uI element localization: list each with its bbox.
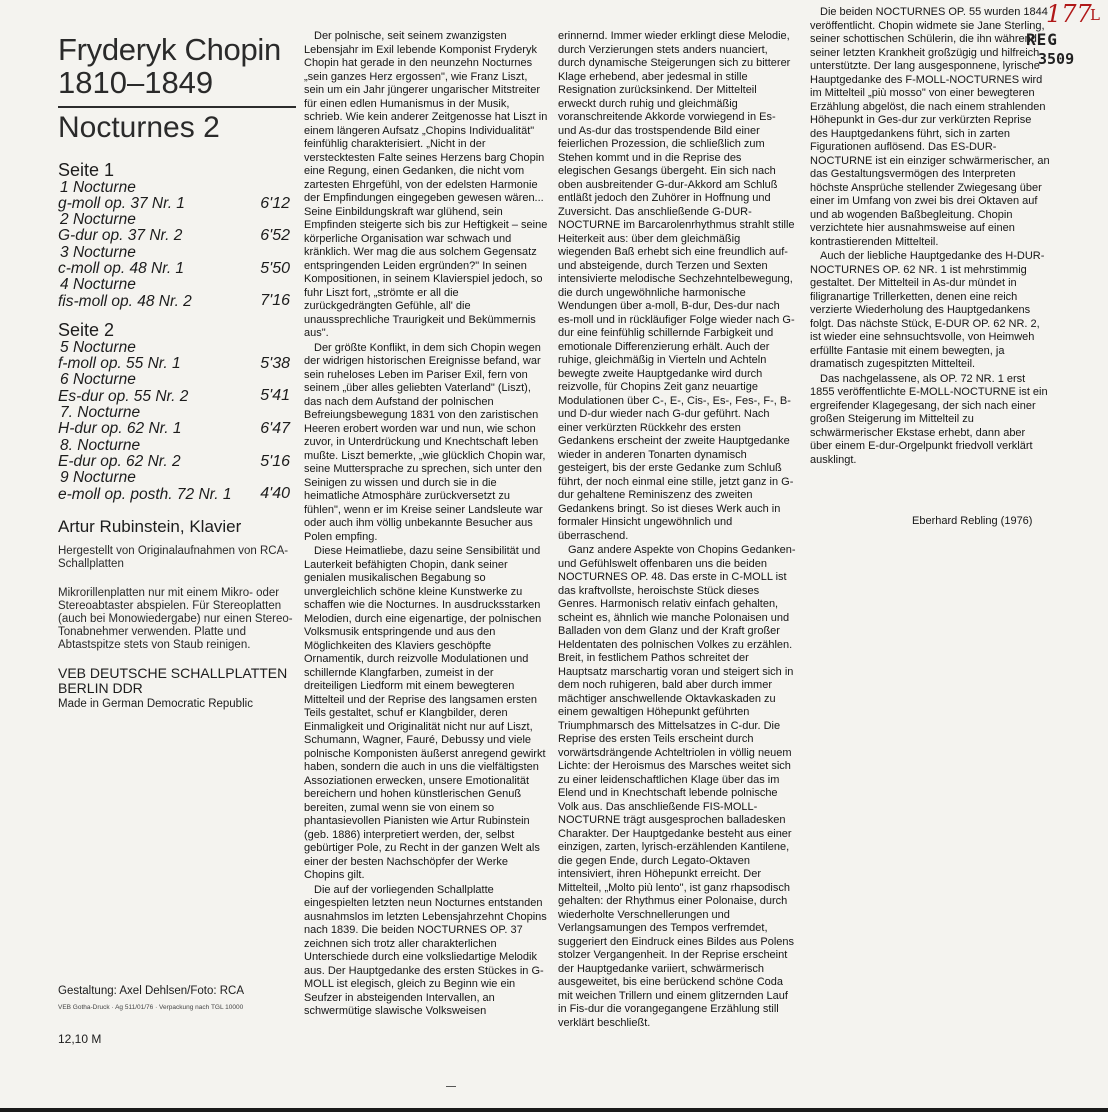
side-2	[58, 320, 298, 503]
paragraph: Die auf der vorliegenden Schallplatte eingespielten letzten neun Nocturnes entstanden ausnahmslos im letzten Lebensjahrzehnt Chopins nach 1839. Die beiden NOCTURNES OP. 37 zeichnen sich trotz aller charakterlichen Unterschiede durch eine volksliedartige Melodik aus. Der Hauptgedanke des ersten Stückes in G-MOLL ist elegisch, gleich zu Beginn wie ein Seufzer in absteigenden Intervallen, an schwermütige slawische Volksweisen	[304, 883, 547, 1017]
track-key: c-moll op. 48 Nr. 1	[58, 259, 185, 277]
track-number: 2	[60, 211, 69, 229]
track-title: Nocturne	[77, 436, 141, 454]
track-item	[58, 340, 298, 373]
track-item	[58, 212, 298, 245]
track-duration: 7'16	[260, 292, 290, 310]
track-duration: 5'38	[260, 354, 290, 372]
price: 12,10 M	[58, 1032, 102, 1046]
track-key: H-dur op. 62 Nr. 1	[58, 420, 182, 438]
track-key: E-dur op. 62 Nr. 2	[58, 452, 181, 470]
paragraph: erinnernd. Immer wieder erklingt diese Melodie, durch Verzierungen stets anders nuanciert, durch dynamische Steigerungen sich zu bitterer Klage erhebend, aber jedesmal in stille Resignation zurücksinkend. Der Mittelteil erweckt durch ruhig und gleichmäßig voranschreitende Akkorde vorwiegend in Es- und As-dur das trostspendende Bild einer feierlichen Prozession, die schließlich zum Stehen kommt und in die Reprise des elegischen Gesangs übergeht. Ein sich nach oben ausbreitender G-dur-Akkord am Schluß entläßt jedoch den Zuhörer in Hoffnung und Zuversicht. Das anschließende G-DUR-NOCTURNE im Barcarolenrhythmus strahlt stille Heiterkeit aus: über dem gleichmäßig wiegenden Baß erhebt sich eine freundlich auf- und absteigende, durch Terzen und Sexten intensivierte melodische Sechzehntelbewegung, die durch ungewöhnliche harmonische Wendungen über a-moll, B-dur, Des-dur nach es-moll und in rückläufiger Folge wieder nach G-dur eine feinfühlig schillernde Farbigkeit und emotionale Differenzierung erhält. Auch der ruhige, gleichmäßig in Vierteln und Achteln bewegte zweite Hauptgedanke wird durch reizvolle, für Chopins Zeit ganz neuartige Modulationen über C-, E-, Cis-, Es-, Fes-, F-, B- und D-dur wieder nach G-dur geführt. Nach einer verkürzten Rückkehr des ersten Gedankens erscheint der zweite Hauptgedanke wieder in anderen Tonarten dynamisch gesteigert, bis der erste Gedanke zum Schluß führt, der noch einmal eine stille, jetzt ganz in G-dur gehaltene Reminiszenz des zweiten Gedankens bringt. So ist dieses Werk auch in formaler Hinsicht ungewöhnlich und überraschend.	[558, 30, 795, 542]
track-key: fis-moll op. 48 Nr. 2	[58, 292, 192, 310]
track-title: Nocturne	[72, 243, 136, 261]
side-title: Seite 1	[58, 159, 115, 180]
paragraph: Auch der liebliche Hauptgedanke des H-DUR-NOCTURNES OP. 62 NR. 1 ist mehrstimmig gestaltet. Der Mittelteil in As-dur mündet in filigranartige Trillerketten, denen eine reich verzierte Wiederholung des Hauptgedankens folgt. Das nächste Stück, E-DUR OP. 62 NR. 2, ist wieder eine sehnsuchtsvolle, von Heimweh erfüllte Fantasie mit einem bewegten, ja dramatisch zugespitzten Mittelteil.	[810, 250, 1045, 370]
track-title: Nocturne	[72, 338, 136, 356]
track-item	[58, 180, 298, 213]
author-credit: Eberhard Rebling (1976)	[912, 515, 1033, 527]
track-title: Nocturne	[72, 178, 136, 196]
album-title: Nocturnes 2	[58, 110, 220, 144]
text-column-2	[558, 30, 796, 1031]
track-number: 9	[60, 469, 69, 487]
registry-stamp: REG	[1026, 30, 1058, 49]
track-key: f-moll op. 55 Nr. 1	[58, 355, 181, 373]
print-info: VEB Gotha-Druck · Ag 511/01/76 · Verpackung nach TGL 10000	[58, 1004, 244, 1011]
handwritten-mark: L	[1090, 6, 1100, 24]
track-item	[58, 470, 298, 503]
paragraph: Der größte Konflikt, in dem sich Chopin wegen der widrigen historischen Ereignisse befand, war sein ruheloses Leben im Pariser Exil, fern von seinem „über alles geliebten Vaterland" (Liszt), das nach dem Aufstand der polnischen Befreiungsbewegung 1831 von den zaristischen Heeren erobert worden war und nun, wie schon zuvor, in Unterdrückung und Knechtschaft leben mußte. Liszt bemerkte, „wie glücklich Chopin war, seine Muttersprache zu sprechen, sich unter den Seinigen zu wissen und durch sie in die heimatliche Atmosphäre zurückversetzt zu fühlen", wenn er im Kreise seiner Landsleute war oder auch ihm völlig unbekannte Besucher aus Polen empfing.	[304, 341, 546, 543]
track-key: G-dur op. 37 Nr. 2	[58, 227, 183, 245]
track-item	[58, 245, 298, 278]
scan-artifact	[446, 1086, 456, 1087]
track-title: Nocturne	[77, 404, 141, 422]
track-title: Nocturne	[72, 371, 136, 389]
paragraph: Diese Heimatliebe, dazu seine Sensibilität und Lauterkeit befähigten Chopin, dank seiner genialen musikalischen Begabung so unvergleichlich schöne kleine Kunstwerke zu schaffen wie die Nocturnes. In ausdrucksstarken Melodien, durch eine eigenartige, der polnischen Volksmusik entspringende und aus den Möglichkeiten des Klaviers geschöpfte Ornamentik, durch reizvolle Modulationen und schillernde Klangfarben, zumeist in der dreiteiligen Liedform mit einem bewegteren Mittelteil und der Reprise des langsamen ersten Teils gestaltet, schuf er Klangbilder, deren Einmaligkeit und Originalität nicht nur auf Liszt, Schumann, Wagner, Fauré, Debussy und viele polnische Komponisten äußerst anregend gewirkt haben, sondern die auch in uns die vielfältigsten Assoziationen erwecken, unsere Emotionalität bereichern und hohen künstlerischen Genuß bereiten, zumal wenn sie von einem so phantasievollen Pianisten wie Artur Rubinstein (geb. 1886) interpretiert werden, der, selbst gebürtiger Pole, zu Recht in der ganzen Welt als einer der besten Nachschöpfer der Werke Chopins gilt.	[304, 545, 546, 881]
track-item	[58, 372, 298, 405]
track-number: 8.	[60, 436, 73, 454]
side-title: Seite 2	[58, 319, 115, 340]
bottom-edge	[0, 1108, 1108, 1112]
track-duration: 6'47	[260, 420, 290, 438]
track-number: 3	[60, 243, 69, 261]
track-item	[58, 405, 298, 438]
composer-name: Fryderyk Chopin	[58, 32, 281, 67]
track-item	[58, 277, 298, 310]
design-credits: Gestaltung: Axel Dehlsen/Foto: RCA	[58, 985, 245, 997]
track-title: Nocturne	[72, 211, 136, 229]
left-column	[58, 34, 298, 710]
track-number: 5	[60, 338, 69, 356]
track-title: Nocturne	[72, 276, 136, 294]
track-number: 7.	[60, 404, 73, 422]
label-city: BERLIN DDR	[58, 679, 143, 696]
paragraph: Das nachgelassene, als OP. 72 NR. 1 erst 1855 veröffentlichte E-MOLL-NOCTURNE ist ein ergreifender Klagegesang, der sich nach einer großen Steigerung im Mittelteil zu schwärmerischer Ekstase erhebt, dann aber über einem E-dur-Orgelpunkt friedvoll verklärt ausklingt.	[810, 372, 1048, 466]
playback-notice: Mikrorillenplatten nur mit einem Mikro- oder Stereoabtaster abspielen. Für Stereoplatten (auch bei Monowiedergabe) nur einen Stereo-Tonabnehmer verwenden. Platte und Abtastspitze stets von Staub reinigen.	[58, 586, 293, 651]
track-duration: 4'40	[260, 485, 290, 503]
track-duration: 6'12	[260, 194, 290, 212]
handwritten-number: 177	[1046, 0, 1092, 28]
producer-note: Hergestellt von Originalaufnahmen von RCA-Schallplatten	[58, 544, 289, 570]
track-number: 1	[60, 178, 69, 196]
track-duration: 6'52	[260, 227, 290, 245]
track-number: 4	[60, 276, 69, 294]
track-title: Nocturne	[72, 469, 136, 487]
paragraph: Der polnische, seit seinem zwanzigsten Lebensjahr im Exil lebende Komponist Fryderyk Chopin hat gerade in den neunzehn Nocturnes „sein ganzes Herz ergossen", wie Franz Liszt, sein um ein Jahr jüngerer ungarischer Mitstreiter für einen edlen Humanismus in der Musik, schrieb. Wie kein anderer Zeitgenosse hat Liszt in einem längeren Aufsatz „Chopins Individualität" feinfühlig charakterisiert. „Nicht in der verstecktesten Falte seines Herzens barg Chopin eine Regung, einen Gedanken, die nicht vom zartesten Ehrgefühl, von der edelsten Harmonie der Empfindungen eingegeben gewesen wären... Seine Einbildungskraft war glühend, sein Empfinden steigerte sich bis zur Heftigkeit – seine körperliche Organisation war schwach und kränklich. Wer mag die aus solchem Gegensatz entspringenden Leiden ergründen?" In seinen Kompositionen, in seinem Klavierspiel jedoch, so fuhr Liszt fort, „strömte er all die zurückgedrängten Gefühle, all' die unaussprechliche Traurigkeit und Bekümmernis aus".	[304, 30, 548, 339]
track-key: g-moll op. 37 Nr. 1	[58, 194, 185, 212]
text-column-1	[304, 30, 549, 1020]
composer-years: 1810–1849	[58, 65, 214, 100]
track-duration: 5'16	[260, 452, 290, 470]
made-in: Made in German Democratic Republic	[58, 697, 253, 710]
label-name: VEB DEUTSCHE SCHALLPLATTEN	[58, 664, 288, 681]
paragraph: Ganz andere Aspekte von Chopins Gedanken- und Gefühlswelt offenbaren uns die beiden NOCTURNES OP. 48. Das erste in C-MOLL ist das kraftvollste, heroischste Stück dieses Genres. Harmonisch relativ einfach gehalten, scheint es, ähnlich wie manche Polonaisen und Balladen von dem Glanz und der Kraft großer Heldentaten des polnischen Volkes zu erzählen. Breit, in festlichem Pathos schreitet der Hauptsatz marschartig voran und steigert sich in dem noch ruhigeren, bald aber durch immer mächtiger anschwellende Oktavkaskaden zu einem gewaltigen Höhepunkt geführten Triumphmarsch des Mittelsatzes in C-dur. Die Reprise des ersten Teils erscheint durch vorwärtsdrängende Achteltriolen in völlig neuem Lichte: der Heroismus des Marsches weitet sich zu einer leidenschaftlichen Klage über das im Elend und in Knechtschaft lebende polnische Volk aus. Das anschließende FIS-MOLL-NOCTURNE trägt ausgesprochen balladesken Charakter. Der Hauptgedanke besteht aus einer einzigen, zarten, lyrisch-erzählenden Kantilene, die gegen Ende, durch Legato-Oktaven intensiviert, ihren Höhepunkt erreicht. Der Mittelteil, „Molto più lento", ist ganz rhapsodisch gehalten: der Rhythmus einer Polonaise, durch wiederholte Verschnellerungen und Verlangsamungen des Tempos verfremdet, suggeriert den Eindruck eines Bildes aus Polens stolzer Vergangenheit. In der Reprise erscheint der Hauptgedanke variiert, schwärmerisch ausgeweitet, bis eine berückend schöne Coda mit weichen Trillern und einem glitzernden Lauf in Fis-dur die vorangegangene Erzählung still verklärt beschließt.	[558, 544, 796, 1029]
track-key: e-moll op. posth. 72 Nr. 1	[58, 485, 232, 503]
track-duration: 5'41	[260, 387, 290, 405]
title-divider	[58, 106, 296, 108]
paragraph: Die beiden NOCTURNES OP. 55 wurden 1844 veröffentlicht. Chopin widmete sie Jane Sterling, seiner schottischen Schülerin, die ihn während seiner letzten Krankheit großzügig und hilfreich unterstützte. Der lang ausgesponnene, lyrische Hauptgedanke des F-MOLL-NOCTURNES wird im Mittelteil „più mosso" von einer bewegteren Erzählung abgelöst, die nach einem strahlenden Höhepunkt in Ges-dur zur verkürzten Reprise des Hauptgedankens führt, sich in zarten Figurationen auflösend. Das ES-DUR-NOCTURNE ist ein einziger schwärmerischer, an das Gestaltungsvermögen des Interpreten höchste Ansprüche stellender Zwiegesang über einer im Umfang von zwei bis drei Oktaven auf und ab wogenden Baßbegleitung. Chopin verzichtete hier ausnahmsweise auf einen kontrastierenden Mittelteil.	[810, 6, 1050, 248]
text-column-3	[810, 6, 1050, 468]
track-item	[58, 438, 298, 471]
registry-number: 3509	[1038, 50, 1075, 68]
performer: Artur Rubinstein, Klavier	[58, 516, 242, 536]
track-key: Es-dur op. 55 Nr. 2	[58, 387, 189, 405]
side-1	[58, 160, 298, 310]
track-duration: 5'50	[260, 259, 290, 277]
track-number: 6	[60, 371, 69, 389]
